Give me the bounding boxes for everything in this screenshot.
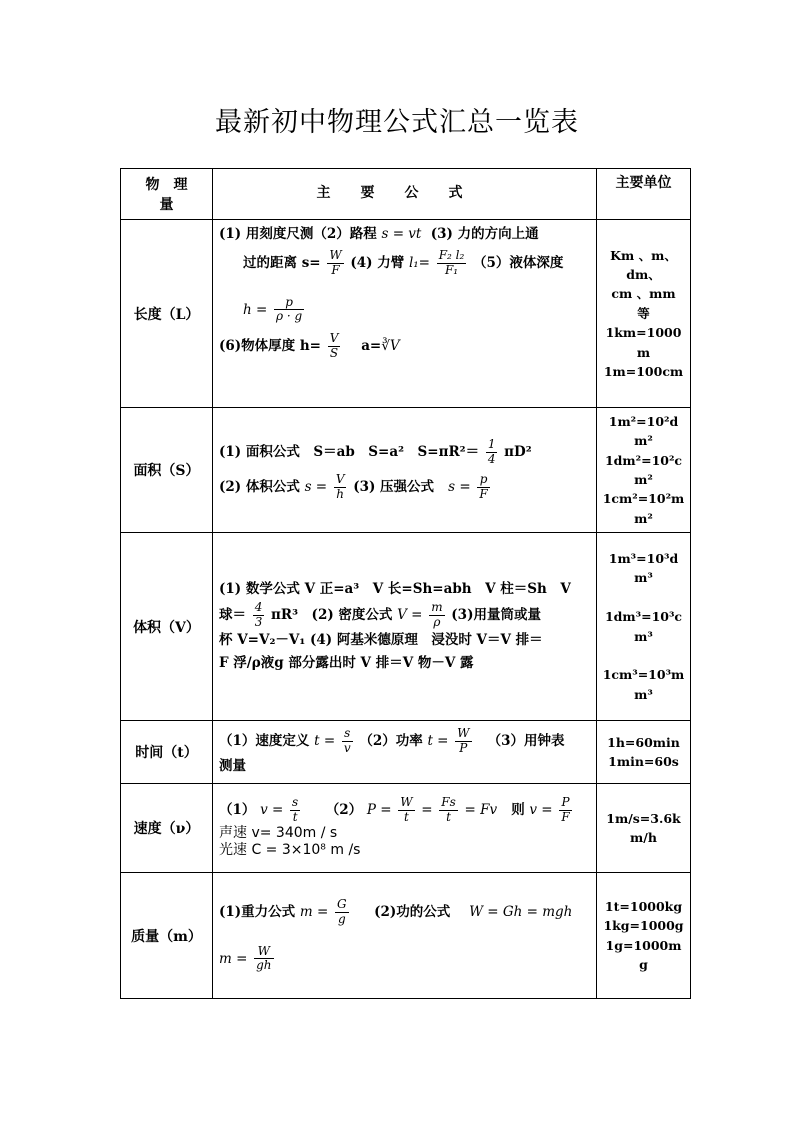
quantity-name: 体积（V）: [121, 533, 213, 721]
formula-line: 过的距离 s= $\frac{W}{F}$ (4) 力臂 l₁= $\frac{\text{F₂ l₂}}{\text{F₁}}$ （5）液体深度: [243, 247, 564, 277]
unit-cell: 1h=60min 1min=60s: [597, 721, 691, 784]
unit-cell: 1m²=10²d m² 1dm²=10²c m² 1cm²=10²m m²: [597, 408, 691, 533]
fraction: $\frac{p}{\rho \cdot g}$: [276, 294, 303, 324]
quantity-name: 速度（ν）: [121, 784, 213, 873]
formula-line: 杯 V=V₂－V₁ (4) 阿基米德原理 浸没时 V＝V 排＝: [219, 632, 543, 649]
formula-cell: [213, 873, 597, 999]
quantity-name: 质量（m）: [121, 873, 213, 999]
formula-line: （1） v = $\frac{s}{t}$ （2） P = $\frac{W}{t}$ = $\frac{Fs}{t}$ = Fv 则 v = $\frac{P}{F}$: [219, 795, 570, 824]
formula-cell: [213, 220, 597, 408]
formula-line: (1) 用刻度尺测（2）路程 s = vt (3) 力的方向上通: [219, 226, 539, 242]
header-quantity-line1: 物 理: [145, 177, 188, 193]
table-row-length: [121, 220, 691, 408]
fraction: $\frac{V}{h}$: [335, 472, 345, 501]
formula-table: [120, 168, 691, 999]
quantity-name: 长度（L）: [121, 220, 213, 408]
fraction: $\frac{W}{F}$: [329, 247, 342, 277]
fraction: $\frac{4}{3}$: [254, 599, 263, 629]
formula-cell: [213, 408, 597, 533]
unit-cell: 1m³=10³d m³ 1dm³=10³c m³ 1cm³=10³m m³: [597, 533, 691, 721]
formula-line: (1)重力公式 m = $\frac{G}{g}$ (2)功的公式 W = Gh = mgh: [219, 896, 573, 926]
unit-cell: 1m/s=3.6k m/h: [597, 784, 691, 873]
formula-line: 测量: [219, 757, 246, 774]
fraction: $\frac{1}{4}$: [487, 437, 496, 467]
fraction: $\frac{G}{g}$: [336, 896, 347, 926]
formula-line: F 浮/ρ液g 部分露出时 V 排＝V 物－V 露: [219, 655, 474, 672]
header-units: 主要单位: [597, 169, 691, 220]
formula-line: （1）速度定义 t = $\frac{s}{v}$ （2）功率 t = $\frac{W}{P}$ （3）用钟表: [219, 726, 565, 756]
fraction: $\frac{\text{F₂ l₂}}{\text{F₁}}$: [438, 247, 465, 277]
quantity-name: 面积（S）: [121, 408, 213, 533]
table-header-row: [121, 169, 691, 220]
formula-line: 光速 C = 3×10⁸ m /s: [219, 842, 361, 859]
unit-cell: Km 、m、 dm、 cm 、mm 等 1km=1000 m 1m=100cm: [597, 220, 691, 408]
table-row-mass: [121, 873, 691, 999]
formula-line: (6)物体厚度 h= $\frac{V}{S}$ a=∛V: [219, 331, 400, 360]
fraction: $\frac{W}{P}$: [457, 726, 470, 756]
unit-cell: 1t=1000kg 1kg=1000g 1g=1000m g: [597, 873, 691, 999]
table-row-speed: [121, 784, 691, 873]
formula-line: h = $\frac{p}{\rho \cdot g}$: [243, 294, 303, 324]
table-row-area: [121, 408, 691, 533]
table-row-volume: [121, 533, 691, 721]
header-formulas: 主要公式: [213, 169, 597, 220]
fraction: $\frac{W}{gh}$: [256, 943, 272, 973]
fraction: $\frac{s}{t}$: [292, 795, 299, 824]
fraction: $\frac{P}{F}$: [561, 795, 570, 824]
formula-line: m = $\frac{W}{gh}$: [219, 943, 272, 973]
table-row-time: [121, 721, 691, 784]
fraction: $\frac{W}{t}$: [400, 795, 413, 824]
formula-line: 球＝ $\frac{4}{3}$ πR³ (2) 密度公式 V = $\frac{m}{\rho}$ (3)用量筒或量: [219, 599, 541, 629]
fraction: $\frac{s}{v}$: [343, 726, 351, 756]
formula-line: (1) 面积公式 S＝ab S=a² S=πR²＝ $\frac{1}{4}$ πD²: [219, 437, 532, 467]
formula-line: (2) 体积公式 s = $\frac{V}{h}$ (3) 压强公式 s = $\frac{p}{F}$: [219, 472, 488, 501]
fraction: $\frac{Fs}{t}$: [441, 795, 456, 824]
header-quantity: [121, 169, 213, 220]
formula-line: 声速 v= 340m / s: [219, 824, 338, 841]
header-quantity-line2: 量: [159, 197, 174, 213]
fraction: $\frac{p}{F}$: [479, 472, 488, 501]
fraction: $\frac{V}{S}$: [329, 331, 339, 360]
formula-cell: [213, 721, 597, 784]
quantity-name: 时间（t）: [121, 721, 213, 784]
page-title: 最新初中物理公式汇总一览表: [215, 107, 579, 138]
formula-cell: [213, 784, 597, 873]
formula-cell: [213, 533, 597, 721]
formula-line: (1) 数学公式 V 正=a³ V 长=Sh=abh V 柱＝Sh V: [219, 580, 571, 597]
fraction: $\frac{m}{\rho}$: [431, 599, 443, 629]
